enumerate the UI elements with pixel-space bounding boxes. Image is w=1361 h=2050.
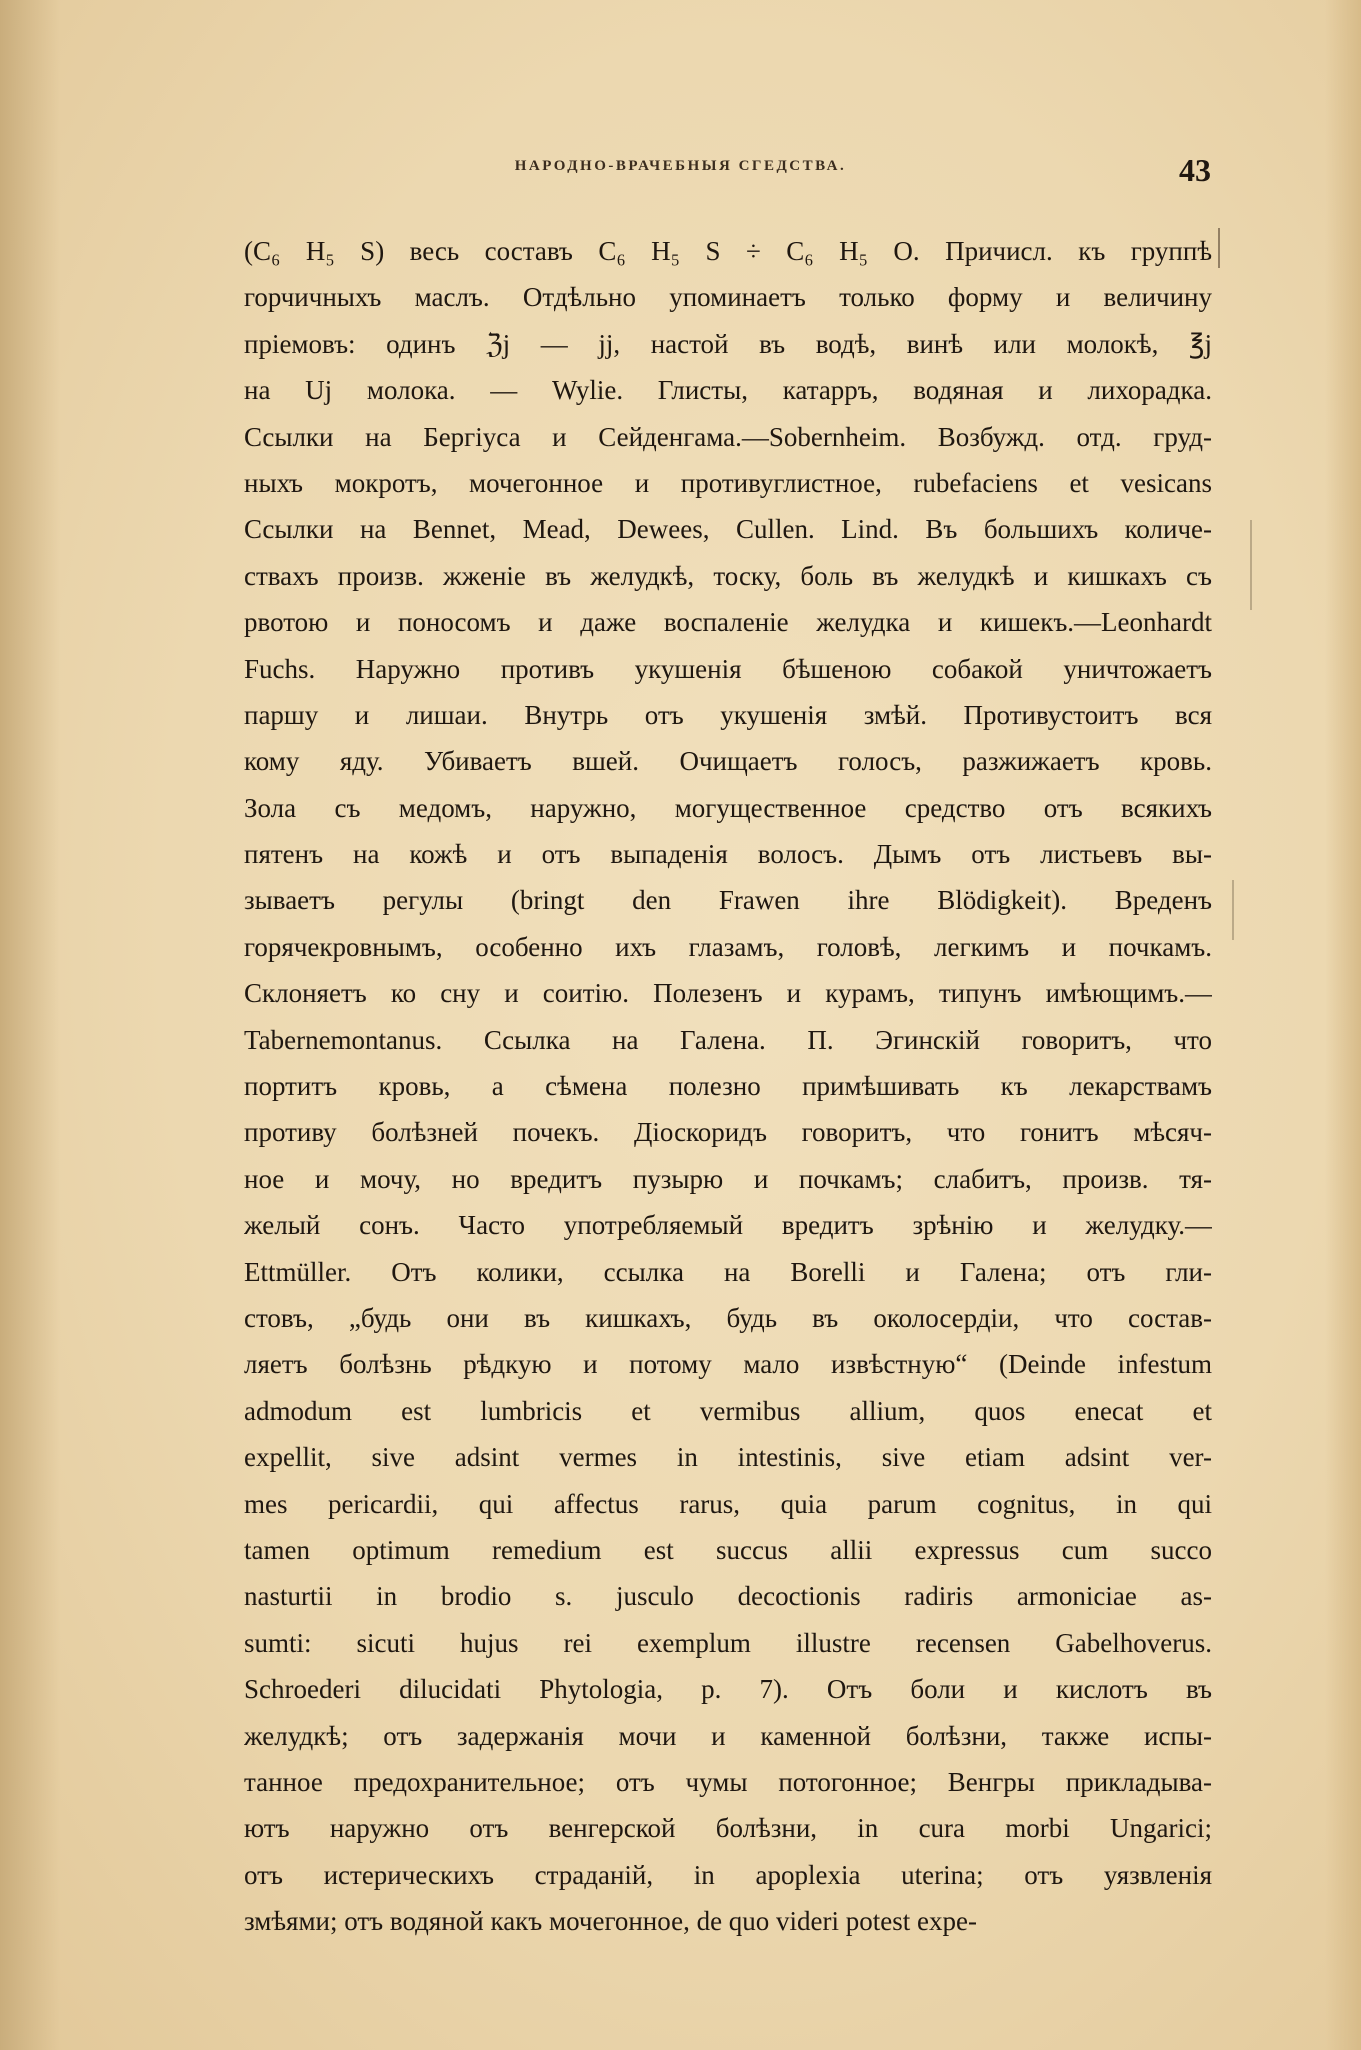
text-line: желый сонъ. Часто употребляемый вредитъ зрѣнію и желудку.— [244, 1210, 1212, 1241]
text-line: горчичныхъ маслъ. Отдѣльно упоминаетъ только форму и величину [244, 282, 1212, 313]
text-line: портитъ кровь, а сѣмена полезно примѣшивать къ лекарствамъ [244, 1071, 1212, 1102]
text-line: отъ истерическихъ страданій, in apoplexia uterina; отъ уязвленія [244, 1859, 1212, 1890]
text-line: ныхъ мокротъ, мочегонное и противуглистное, rubefaciens et vesicans [244, 467, 1212, 498]
body-text [244, 228, 1212, 1944]
text-line: expellit, sive adsint vermes in intestinis, sive etiam adsint ver- [244, 1442, 1212, 1473]
text-line: пятенъ на кожѣ и отъ выпаденія волосъ. Дымъ отъ листьевъ вы- [244, 839, 1212, 870]
text-line: Ссылки на Bennet, Mead, Dewees, Cullen. Lind. Въ большихъ количе- [244, 514, 1212, 545]
text-line: Склоняетъ ко сну и соитію. Полезенъ и курамъ, типунъ имѣющимъ.— [244, 978, 1212, 1009]
text-line: admodum est lumbricis et vermibus allium, quos enecat et [244, 1395, 1212, 1426]
text-line: рвотою и поносомъ и даже воспаленіе желудка и кишекъ.—Leonhardt [244, 607, 1212, 638]
text-line: зываетъ регулы (bringt den Frawen ihre Blödigkeit). Вреденъ [244, 885, 1212, 916]
text-line: желудкѣ; отъ задержанія мочи и каменной болѣзни, также испы- [244, 1720, 1212, 1751]
text-line: Tabernemontanus. Ссылка на Галена. П. Эгинскій говоритъ, что [244, 1024, 1212, 1055]
running-title: НАРОДНО-ВРАЧЕБНЫЯ СГЕДСТВА. [514, 158, 847, 174]
page-header [0, 152, 1361, 192]
text-line: ное и мочу, но вредитъ пузырю и почкамъ; слабитъ, произв. тя- [244, 1163, 1212, 1194]
text-line: паршу и лишаи. Внутрь отъ укушенія змѣй. Противустоитъ вся [244, 699, 1212, 730]
text-line: Ссылки на Бергіуса и Сейденгама.—Sobernheim. Возбужд. отд. груд- [244, 421, 1212, 452]
text-line: стовъ, „будь они въ кишкахъ, будь въ околосердіи, что состав- [244, 1302, 1212, 1333]
text-line: Schroederi dilucidati Phytologia, p. 7). Отъ боли и кислотъ въ [244, 1674, 1212, 1705]
text-line: ствахъ произв. жженіе въ желудкѣ, тоску, боль въ желудкѣ и кишкахъ съ [244, 560, 1212, 591]
margin-mark [1218, 228, 1220, 268]
text-line: nasturtii in brodio s. jusculo decoctionis radiris armoniciae as- [244, 1581, 1212, 1612]
text-line: mes pericardii, qui affectus rarus, quia parum cognitus, in qui [244, 1488, 1212, 1519]
text-line: горячекровнымъ, особенно ихъ глазамъ, головѣ, легкимъ и почкамъ. [244, 931, 1212, 962]
text-line: (C₆ H₅ S) весь составъ C₆ H₅ S ÷ C₆ H₅ O. Причисл. къ группѣ [244, 236, 1212, 266]
text-line: tamen optimum remedium est succus allii expressus cum succo [244, 1534, 1212, 1565]
text-line: Зола съ медомъ, наружно, могущественное средство отъ всякихъ [244, 792, 1212, 823]
margin-mark [1250, 520, 1252, 610]
text-line: змѣями; отъ водяной какъ мочегонное, de quo videri potest expe- [244, 1906, 977, 1937]
text-line: ляетъ болѣзнь рѣдкую и потому мало извѣстную“ (Deinde infestum [244, 1349, 1212, 1380]
text-line: sumti: sicuti hujus rei exemplum illustre recensen Gabelhoverus. [244, 1627, 1212, 1658]
page-number: 43 [1179, 152, 1211, 188]
text-line: Ettmüller. Отъ колики, ссылка на Borelli и Галена; отъ гли- [244, 1256, 1212, 1287]
text-line: противу болѣзней почекъ. Діоскоридъ говоритъ, что гонитъ мѣсяч- [244, 1117, 1212, 1148]
text-line: на Uj молока. — Wylie. Глисты, катарръ, водяная и лихорадка. [244, 375, 1212, 406]
text-line: Fuchs. Наружно противъ укушенія бѣшеною собакой уничтожаетъ [244, 653, 1212, 684]
text-line: ютъ наружно отъ венгерской болѣзни, in cura morbi Ungarici; [244, 1813, 1212, 1844]
text-line: кому яду. Убиваетъ вшей. Очищаетъ голосъ, разжижаетъ кровь. [244, 746, 1212, 777]
margin-mark [1232, 880, 1234, 940]
text-line: танное предохранительное; отъ чумы потогонное; Венгры прикладыва- [244, 1766, 1212, 1797]
text-line: пріемовъ: одинъ ℨj — jj, настой въ водѣ, винѣ или молокѣ, ℥j [244, 328, 1212, 359]
